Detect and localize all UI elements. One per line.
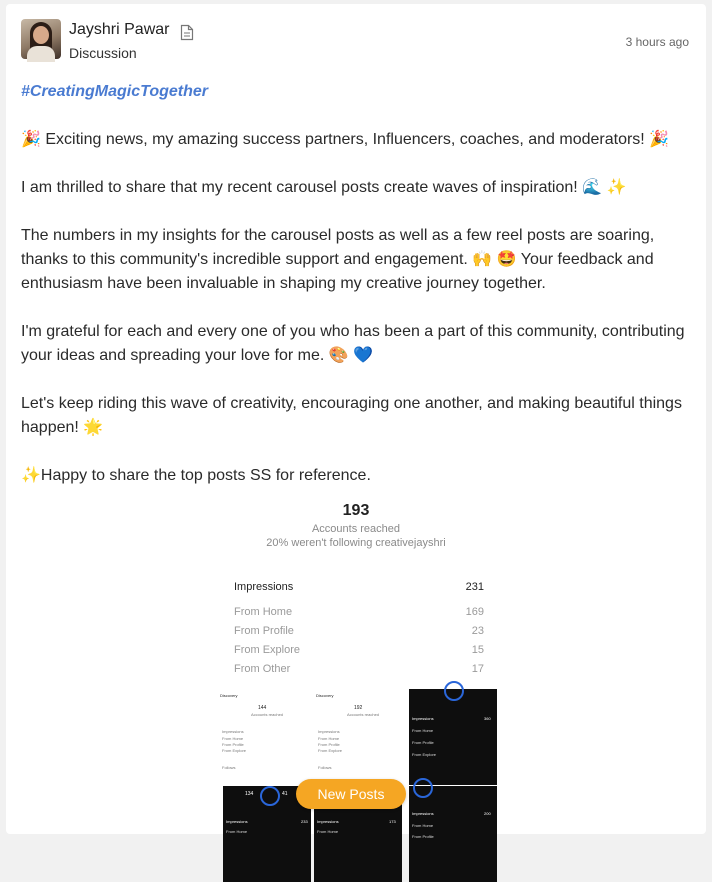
accounts-reached-label: Accounts reached bbox=[311, 523, 401, 535]
author-name[interactable]: Jayshri Pawar bbox=[69, 21, 170, 38]
insights-screenshot[interactable]: 193 Accounts reached 20% weren't following creativejayshri Impressions 231 From Home 169 From Profile 23 From Explore 15 From Other 17 Discovery 144 Accounts reached Impressions From Home From Profile From Explore Follows Discovery 192 Accounts reached Impressions From Home From Profile From Explore Follows Impressions 360 From Home From Profile From Explore 134 41 Impressions 233 From Home Impressions 173 From Home 200 Impressions From Home From Profile bbox=[216, 494, 496, 834]
post-category[interactable]: Discussion bbox=[69, 45, 137, 61]
insight-thumbnail[interactable]: 200 Impressions From Home From Profile bbox=[409, 786, 497, 882]
post-paragraph: 🎉 Exciting news, my amazing success partners, Influencers, coaches, and moderators! 🎉 bbox=[21, 131, 670, 148]
insight-thumbnail[interactable]: Impressions 173 From Home bbox=[314, 786, 402, 882]
post-card bbox=[6, 4, 706, 839]
avatar[interactable] bbox=[21, 19, 61, 59]
post-paragraph: ✨Happy to share the top posts SS for reference. bbox=[21, 467, 371, 484]
insight-thumbnail[interactable]: Discovery 144 Accounts reached Impressions From Home From Profile From Explore Follows bbox=[218, 689, 306, 785]
progress-ring-icon bbox=[413, 778, 433, 798]
post-paragraph: I am thrilled to share that my recent carousel posts create waves of inspiration! 🌊 ✨ bbox=[21, 179, 627, 196]
insight-thumbnail[interactable]: Discovery 192 Accounts reached Impressions From Home From Profile From Explore Follows bbox=[314, 689, 402, 785]
not-following-note: 20% weren't following creativejayshri bbox=[266, 537, 446, 549]
accounts-reached-count: 193 bbox=[342, 502, 370, 519]
new-posts-button[interactable]: New Posts bbox=[296, 779, 406, 809]
post-paragraph: Let's keep riding this wave of creativity, encouraging one another, and making beautiful things happen! 🌟 bbox=[21, 395, 682, 436]
progress-ring-icon bbox=[444, 681, 464, 701]
insight-thumbnail[interactable]: Impressions 360 From Home From Profile From Explore bbox=[409, 689, 497, 785]
hashtag-link[interactable]: #CreatingMagicTogether bbox=[21, 83, 208, 100]
post-paragraph: I'm grateful for each and every one of you who has been a part of this community, contributing your ideas and spreading your love for me. 🎨 💙 bbox=[21, 323, 685, 364]
progress-ring-icon bbox=[260, 786, 280, 806]
post-timestamp: 3 hours ago bbox=[625, 35, 689, 49]
insight-thumbnail[interactable]: 134 41 Impressions 233 From Home bbox=[223, 786, 311, 882]
document-icon bbox=[180, 24, 194, 41]
post-paragraph: The numbers in my insights for the carousel posts as well as a few reel posts are soaring, thanks to this community's incredible support and engagement. 🙌 🤩 Your feedback and enthusiasm have been invaluable in shaping my creative journey together. bbox=[21, 227, 655, 292]
